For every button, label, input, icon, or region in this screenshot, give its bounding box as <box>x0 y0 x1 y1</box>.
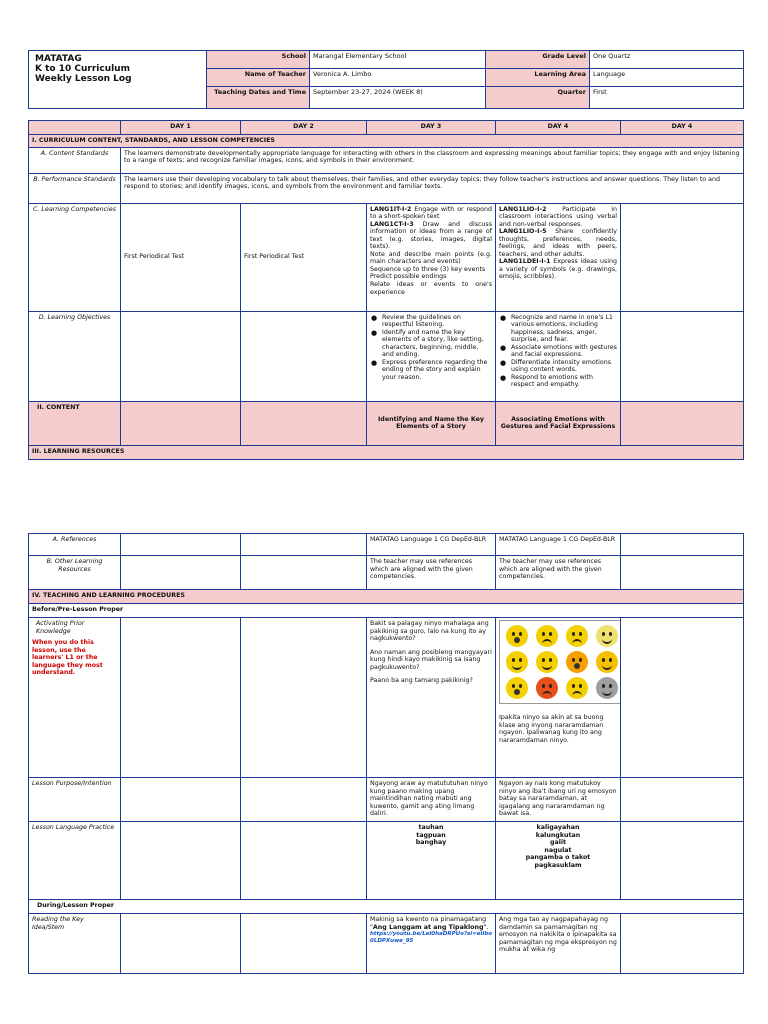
document-title: MATATAG K to 10 Curriculum Weekly Lesson Log <box>29 51 207 109</box>
section-1-title: I. CURRICULUM CONTENT, STANDARDS, AND LESSON COMPETENCIES <box>29 135 744 148</box>
day3-content-title: Identifying and Name the Key Elements of a Story <box>367 401 496 445</box>
list-item: ● Identify and name the key elements of a story, like setting, characters, beginning, middle, and ending. <box>382 329 492 359</box>
content-standards-text: The learners demonstrate developmentally appropriate language for interacting with others in the classroom and expressing meanings about familiar topics; they engage with and enjoy listening to a range of texts; and recognize familiar images, icons, and symbols in their environment. <box>121 147 744 173</box>
sad-face-icon <box>536 625 558 647</box>
vocabulary-word: tagpuan <box>416 831 446 839</box>
table-row <box>29 401 744 445</box>
scared-face-icon <box>506 677 528 699</box>
day5-reading <box>621 914 744 974</box>
angry-face-icon <box>536 677 558 699</box>
day-header-3: DAY 3 <box>367 121 496 135</box>
performance-standards-text: The learners use their developing vocabulary to talk about themselves, their families, and other everyday topics; they follow teacher's instructions and answer questions. They listen to and respond to stories; and identify images, icons, and symbols from the environment and familiar texts. <box>121 173 744 203</box>
quarter-value: First <box>590 87 744 109</box>
grade-level-value: One Quartz <box>590 51 744 69</box>
vocabulary-word: banghay <box>415 839 447 847</box>
day3-references: MATATAG Language 1 CG DepEd-BLR <box>367 534 496 556</box>
section-4-title: IV. TEACHING AND LEARNING PROCEDURES <box>29 590 744 604</box>
competency-text: Engage with or respond to a short-spoken text <box>370 205 492 221</box>
content-standards-label: A. Content Standards <box>29 147 121 173</box>
competency-code: LANG1IT-I-2 <box>370 205 412 213</box>
section-3-title: III. LEARNING RESOURCES <box>29 445 744 459</box>
table-row <box>29 618 744 778</box>
teaching-dates-value: September 23-27, 2024 (WEEK 8) <box>310 87 486 109</box>
activating-label: Activating Prior Knowledge <box>36 620 85 635</box>
list-item: ● Differentiate intensity emotions using content words. <box>511 359 617 374</box>
list-item: ● Respond to emotions with respect and empathy. <box>511 374 617 389</box>
table-row <box>29 534 744 556</box>
day2-practice <box>241 822 367 900</box>
table-row <box>29 556 744 590</box>
day5-other-resources <box>621 556 744 590</box>
grade-level-label: Grade Level <box>486 51 590 69</box>
happy-face-icon <box>506 651 528 673</box>
competency-text: Participate in classroom interactions using verbal and non-verbal responses. <box>499 205 617 228</box>
day1-competency: First Periodical Test <box>121 203 241 311</box>
day1-activating <box>121 618 241 778</box>
table-row <box>29 822 744 900</box>
competency-text: Express ideas using a variety of symbols (e.g. drawings, emojis, scribbles). <box>499 258 617 281</box>
school-label: School <box>207 51 310 69</box>
vocabulary-word: nagulat <box>544 846 572 854</box>
vocabulary-word: pagkasuklam <box>534 861 582 869</box>
day4-purpose: Ngayon ay nais kong matutukoy ninyo ang iba't ibang uri ng emosyon batay sa nararamdaman, at igagalang ang nararamdaman ng bawat isa. <box>496 778 621 822</box>
competency-code: LANG1CT-I-3 <box>370 220 414 228</box>
day3-purpose: Ngayong araw ay matututuhan ninyo kung paano making upang maintindihan nating mabuti ang kuwento, gamit ang ating limang daliri. <box>367 778 496 822</box>
other-resources-label: B. Other Learning Resources <box>29 556 121 590</box>
reading-key-idea-label: Reading the Key Idea/Stem <box>29 914 121 974</box>
section-row <box>29 900 744 914</box>
shocked-face-icon <box>566 651 588 673</box>
section-row <box>29 445 744 459</box>
activating-question: Paano ba ang tamang pakikinig? <box>370 677 473 685</box>
performance-standards-label: B. Performance Standards <box>29 173 121 203</box>
list-item: ● Express preference regarding the ending of the story and explain your reason. <box>382 359 492 382</box>
day-header-4: DAY 4 <box>496 121 621 135</box>
day-header-2: DAY 2 <box>241 121 367 135</box>
day4-reading: Ang mga tao ay nagpapahayag ng damdamin sa pamamagitan ng emosyon na nakikita o ipinapakita sa pamamagitan ng mga ekspresyon ng mukha at wika ng <box>496 914 621 974</box>
video-link[interactable]: https://youtu.be/Lel0haDRPUo?si=elibo0LDPXuwe_95 <box>370 931 493 944</box>
competency-text: Predict possible endings <box>370 273 447 281</box>
day2-objectives <box>241 311 367 401</box>
table-row <box>29 311 744 401</box>
language-practice-label: Lesson Language Practice <box>29 822 121 900</box>
day2-references <box>241 534 367 556</box>
day4-other-resources: The teacher may use references which are aligned with the given competencies. <box>496 556 621 590</box>
vocabulary-word: pangamba o takot <box>525 854 591 862</box>
competency-text: Share confidently thoughts, preferences, needs, feelings, and ideas with peers, teachers, and other adults. <box>499 228 617 258</box>
teacher-label: Name of Teacher <box>207 69 310 87</box>
day5-practice <box>621 822 744 900</box>
activating-instruction: Ipakita ninyo sa akin at sa buong klase ang inyong nararamdaman ngayon. Ipaliwanag kung ito ang nararamdaman ninyo. <box>499 714 604 744</box>
before-lesson-title: Before/Pre-Lesson Proper <box>29 604 744 618</box>
day2-content <box>241 401 367 445</box>
list-item: ● Associate emotions with gestures and facial expressions. <box>511 344 617 359</box>
day5-references <box>621 534 744 556</box>
competency-code: LANG1LDEI-I-1 <box>499 258 551 266</box>
table-row <box>29 173 744 203</box>
references-label: A. References <box>29 534 121 556</box>
gray-face-icon <box>596 677 618 699</box>
vocabulary-word: kaligayahan <box>536 824 580 831</box>
reading-end: ". <box>483 923 489 931</box>
day1-practice <box>121 822 241 900</box>
reading-intro: Makinig sa kwento na pinamagatang " <box>370 916 487 931</box>
table-row <box>29 147 744 173</box>
lesson-log-table-page-2 <box>28 533 744 974</box>
day1-purpose <box>121 778 241 822</box>
activating-question: Ano naman ang posibleng mangyayari kung hindi kayo makikinig sa isang pagkukuwento? <box>370 648 492 671</box>
school-value: Marangal Elementary School <box>310 51 486 69</box>
emotion-faces-image <box>499 620 621 704</box>
day2-other-resources <box>241 556 367 590</box>
teacher-value: Veronica A. Limbo <box>310 69 486 87</box>
day4-objectives <box>496 311 621 401</box>
section-row <box>29 135 744 148</box>
story-title: Ang Langgam at ang Tipaklong <box>372 923 484 931</box>
day5-purpose <box>621 778 744 822</box>
day3-practice-words <box>367 822 496 900</box>
competency-code: LANG1LIO-I-2 <box>499 205 547 213</box>
day-header-5: DAY 4 <box>621 121 744 135</box>
learning-competencies-label: C. Learning Competencies <box>29 203 121 311</box>
day3-competencies <box>367 203 496 311</box>
day2-reading <box>241 914 367 974</box>
activating-prior-knowledge-cell <box>29 618 121 778</box>
table-row <box>29 203 744 311</box>
during-lesson-title: During/Lesson Proper <box>29 900 744 914</box>
day2-competency: First Periodical Test <box>241 203 367 311</box>
day4-competencies <box>496 203 621 311</box>
header-table <box>28 50 744 109</box>
day2-purpose <box>241 778 367 822</box>
day4-references: MATATAG Language 1 CG DepEd-BLR <box>496 534 621 556</box>
day5-content <box>621 401 744 445</box>
day5-competencies <box>621 203 744 311</box>
learning-area-value: Language <box>590 69 744 87</box>
learning-objectives-label: D. Learning Objectives <box>29 311 121 401</box>
activating-note: When you do this lesson, use the learners' L1 or the language they most understand. <box>32 639 103 677</box>
day1-references <box>121 534 241 556</box>
day2-activating <box>241 618 367 778</box>
competency-text: Sequence up to three (3) key events <box>370 265 486 273</box>
day5-objectives <box>621 311 744 401</box>
day4-content-title: Associating Emotions with Gestures and Facial Expressions <box>496 401 621 445</box>
section-row <box>29 590 744 604</box>
vocabulary-word: galit <box>549 839 567 847</box>
neutral-face-icon <box>596 625 618 647</box>
day5-activating <box>621 618 744 778</box>
day3-activating <box>367 618 496 778</box>
day1-other-resources <box>121 556 241 590</box>
laughing-face-icon <box>596 651 618 673</box>
disappointed-face-icon <box>566 677 588 699</box>
vocabulary-word: tauhan <box>418 824 444 831</box>
day1-reading <box>121 914 241 974</box>
competency-text: Note and describe main points (e.g. main characters and events) <box>370 250 492 266</box>
competency-code: LANG1LIO-I-5 <box>499 228 547 236</box>
lesson-log-table-page-1 <box>28 120 744 460</box>
day4-activating <box>496 618 621 778</box>
activating-question: Bakit sa palagay ninyo mahalaga ang pakikinig sa guro, lalo na kung ito ay nagkukwento? <box>370 620 489 643</box>
section-2-title: II. CONTENT <box>29 401 121 445</box>
day-header-1: DAY 1 <box>121 121 241 135</box>
surprised-face-icon <box>506 625 528 647</box>
day-header-row <box>29 121 744 135</box>
learning-area-label: Learning Area <box>486 69 590 87</box>
day4-practice-words <box>496 822 621 900</box>
day1-objectives <box>121 311 241 401</box>
day3-reading <box>367 914 496 974</box>
competency-text: Relate ideas or events to one's experience <box>370 281 492 296</box>
day3-objectives <box>367 311 496 401</box>
competency-text: Draw and discuss information or ideas from a range of text (e.g. stories, images, digital texts). <box>370 220 492 251</box>
teaching-dates-label: Teaching Dates and Time <box>207 87 310 109</box>
winking-face-icon <box>536 651 558 673</box>
section-row <box>29 604 744 618</box>
list-item: ● Review the guidelines on respectful listening. <box>382 314 492 329</box>
worried-face-icon <box>566 625 588 647</box>
day3-other-resources: The teacher may use references which are aligned with the given competencies. <box>367 556 496 590</box>
list-item: ● Recognize and name in one's L1 various emotions, including happiness, sadness, anger, surprise, and fear. <box>511 314 617 344</box>
quarter-label: Quarter <box>486 87 590 109</box>
lesson-purpose-label: Lesson Purpose/Intention <box>29 778 121 822</box>
day-header-blank <box>29 121 121 135</box>
table-row <box>29 914 744 974</box>
day1-content <box>121 401 241 445</box>
vocabulary-word: kalungkutan <box>535 831 581 839</box>
table-row <box>29 778 744 822</box>
